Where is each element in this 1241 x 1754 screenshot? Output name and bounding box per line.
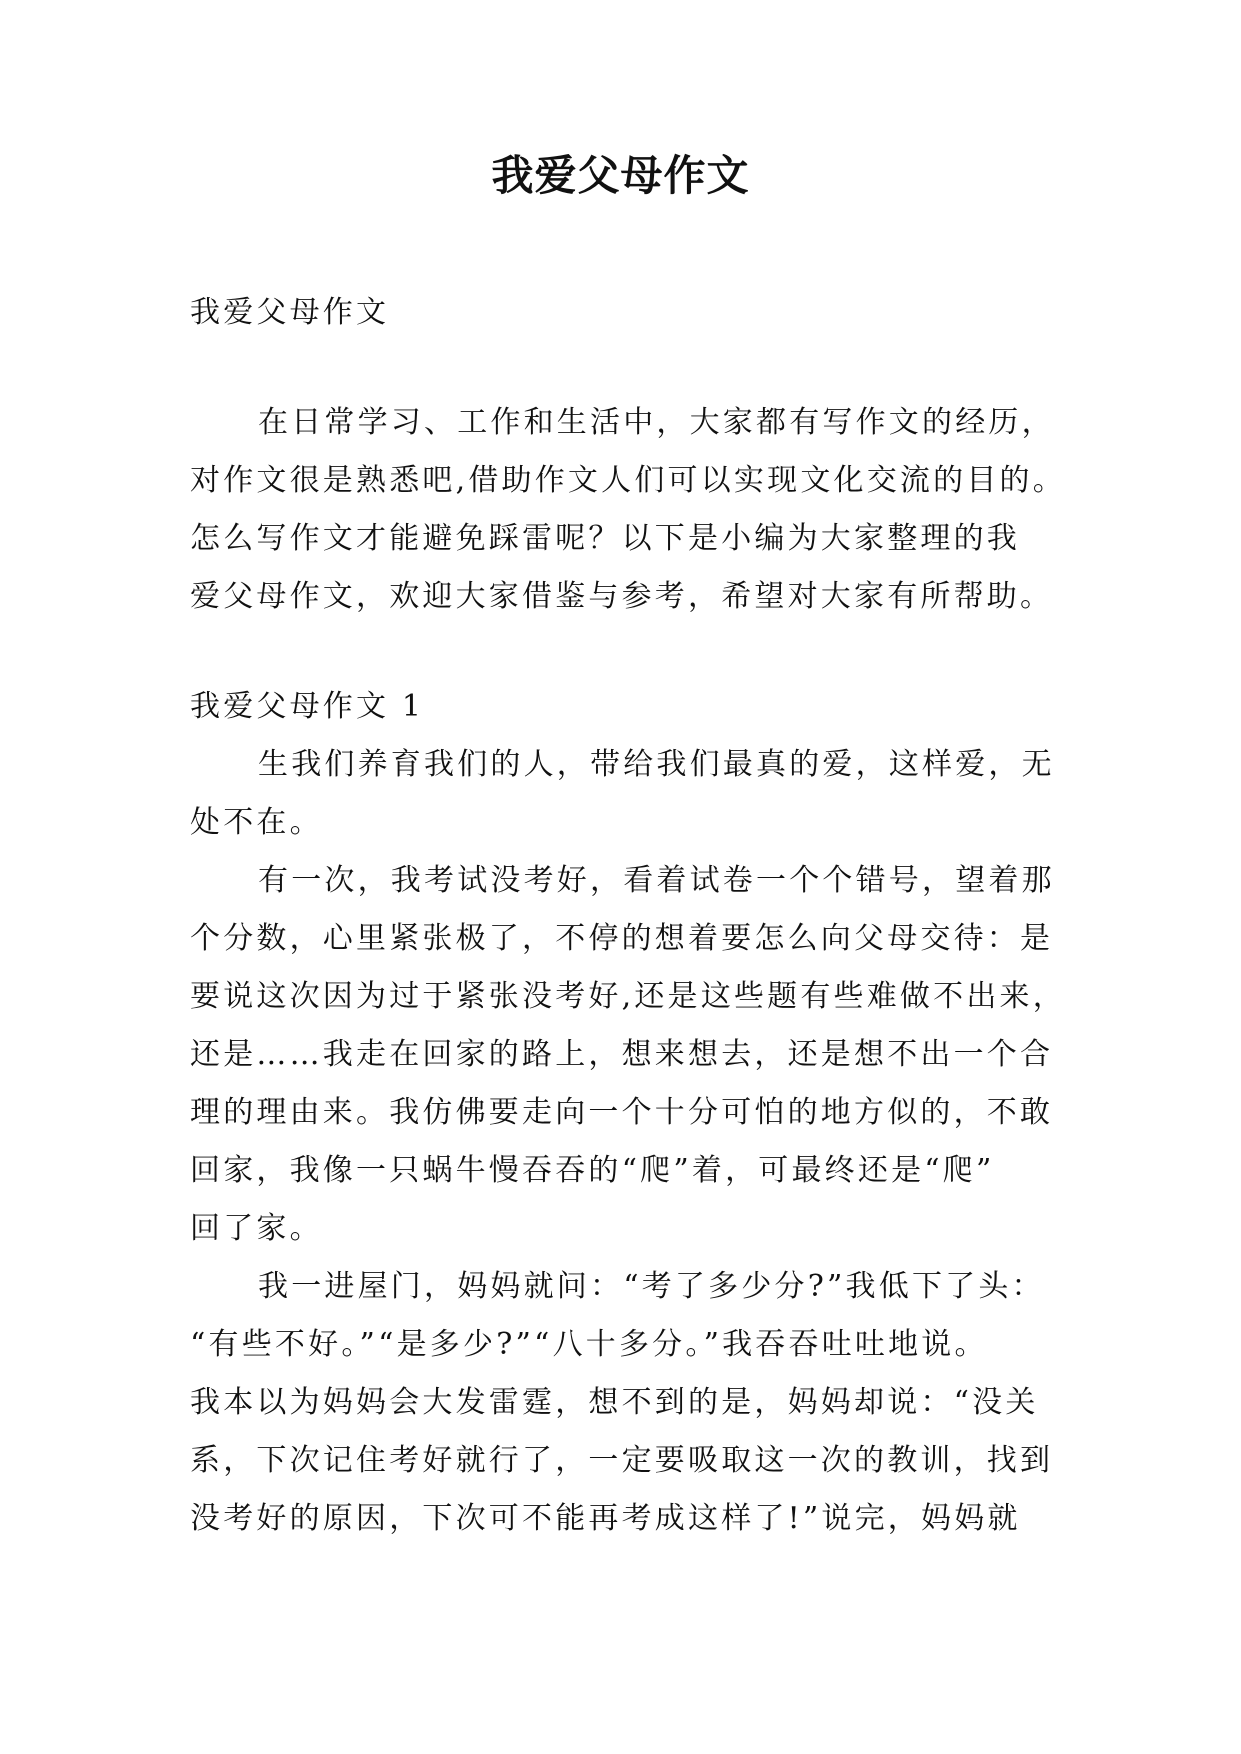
- paragraph-line: 我本以为妈妈会大发雷霆，想不到的是，妈妈却说：“没关: [190, 1385, 1039, 1420]
- paragraph-line: 处不在。: [190, 805, 323, 840]
- section-heading: 我爱父母作文 1: [190, 689, 425, 724]
- intro-line: 在日常学习、工作和生活中，大家都有写作文的经历，: [258, 405, 1055, 440]
- paragraph-line: “有些不好。”“是多少?”“八十多分。”我吞吞吐吐地说。: [190, 1327, 988, 1362]
- intro-line: 爱父母作文，欢迎大家借鉴与参考，希望对大家有所帮助。: [190, 579, 1054, 614]
- paragraph-line: 还是……我走在回家的路上，想来想去，还是想不出一个合: [190, 1037, 1054, 1072]
- paragraph-line: 理的理由来。我仿佛要走向一个十分可怕的地方似的，不敢: [190, 1095, 1054, 1130]
- paragraph-line: 系，下次记住考好就行了，一定要吸取这一次的教训，找到: [190, 1443, 1054, 1478]
- intro-line: 对作文很是熟悉吧,借助作文人们可以实现文化交流的目的。: [190, 463, 1066, 498]
- document-body: [190, 284, 1070, 1548]
- paragraph-line: 个分数，心里紧张极了，不停的想着要怎么向父母交待：是: [190, 921, 1054, 956]
- paragraph-line: 回了家。: [190, 1211, 323, 1246]
- paragraph-1: [190, 736, 1070, 852]
- paragraph-line: 生我们养育我们的人，带给我们最真的爱，这样爱，无: [258, 747, 1055, 782]
- paragraph-line: 我一进屋门，妈妈就问：“考了多少分?”我低下了头：: [258, 1269, 1045, 1304]
- paragraph-3: [190, 1258, 1070, 1548]
- document-subtitle: 我爱父母作文: [190, 295, 390, 330]
- paragraph-line: 有一次，我考试没考好，看着试卷一个个错号，望着那: [258, 863, 1055, 898]
- intro-paragraph: [190, 394, 1070, 626]
- paragraph-line: 回家，我像一只蜗牛慢吞吞的“爬”着，可最终还是“爬”: [190, 1153, 995, 1188]
- paragraph-2: [190, 852, 1070, 1258]
- paragraph-line: 没考好的原因，下次可不能再考成这样了!”说完，妈妈就: [190, 1501, 1021, 1536]
- intro-line: 怎么写作文才能避免踩雷呢？以下是小编为大家整理的我: [190, 521, 1020, 556]
- document-title: 我爱父母作文: [491, 151, 750, 200]
- paragraph-line: 要说这次因为过于紧张没考好,还是这些题有些难做不出来，: [190, 979, 1066, 1014]
